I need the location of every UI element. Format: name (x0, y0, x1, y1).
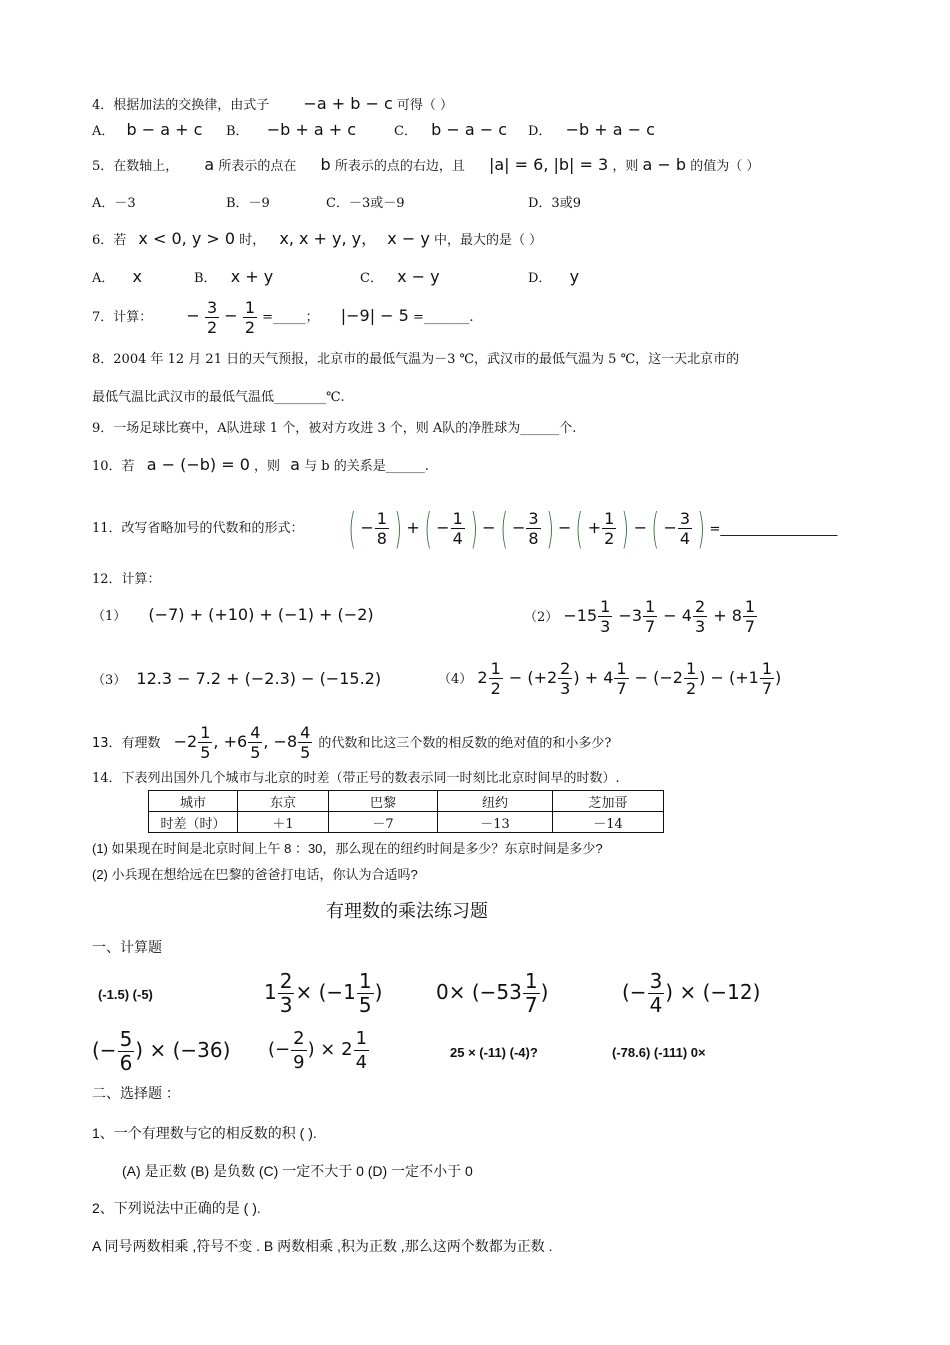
q12-p4-int-e: − (+1 (710, 668, 759, 687)
q11-paren: ) (394, 503, 402, 553)
q11-t3-den: 8 (528, 529, 539, 548)
q5-option-b: B．－9 (226, 196, 270, 211)
question-8-line-1: 8．2004 年 12 月 21 日的天气预报，北京市的最低气温为－3 ℃，武汉市的最低气温为 5 ℃，这一天北京市的 (92, 352, 740, 367)
c3-prefix: 0× (−53 (436, 980, 522, 1004)
q10-var-a: a (290, 455, 300, 474)
q11-t4-den: 2 (604, 529, 615, 548)
table-cell: ＋1 (238, 812, 329, 833)
q5-option-d: D．3或9 (528, 196, 581, 211)
q12-p4-int-a: 2 (477, 668, 488, 687)
q13-frac-a (198, 723, 212, 762)
question-6-stem (92, 230, 542, 250)
table-header-cell: 纽约 (438, 791, 553, 812)
q12-p2-int-d: + 8 (713, 606, 742, 625)
mc-question-2-options: A 同号两数相乘 ,符号不变 . B 两数相乘 ,积为正数 ,那么这两个数都为正数 . (92, 1238, 553, 1254)
c5-frac (118, 1028, 135, 1075)
q6-option-c-wrap (360, 268, 440, 288)
q5-text-3: 所表示的点的右边，且 (334, 159, 465, 174)
q6-set-2: x − y (387, 229, 430, 248)
q12-p2-int-a: −15 (563, 606, 598, 625)
q5-expression: a − b (642, 155, 687, 174)
q13-b-num: 4 (250, 723, 261, 742)
section-2-heading: 二、选择题 ： (92, 1085, 180, 1101)
c2-int: 1 (264, 980, 277, 1004)
q11-paren: ( (348, 503, 356, 553)
q11-paren: ) (621, 503, 630, 553)
q7-abs-expression: |−9| − 5 (340, 306, 409, 325)
q13-b-den: 5 (250, 743, 261, 762)
q6-option-b-wrap (194, 268, 273, 288)
q5-option-a: A．－3 (92, 196, 136, 211)
c5-open: (− (92, 1038, 117, 1062)
table-header-cell: 东京 (238, 791, 329, 812)
q12-p4-int-b: − (+2 (508, 668, 558, 687)
q14-sub-question-2: (2) 小兵现在想给远在巴黎的爸爸打电话，你认为合适吗? (92, 867, 418, 882)
question-7 (92, 298, 474, 337)
c4-rest: ) × (−12) (665, 980, 761, 1004)
c2-a-num: 2 (279, 969, 293, 993)
c3-close: ) (540, 980, 549, 1004)
mc-question-2-stem: 2、下列说法中正确的是 ( ). (92, 1200, 261, 1216)
q4-option-c-label: C． (394, 124, 417, 139)
q4-option-b-label: B． (226, 124, 249, 139)
q12-p4-e-num: 1 (761, 659, 773, 678)
q11-term1 (375, 509, 389, 548)
q6-set: x, x + y, y， (279, 229, 378, 248)
q7-stem: 7．计算： (92, 310, 153, 325)
q12-p2-c-den: 3 (694, 617, 706, 636)
q6-option-a-label: A． (92, 271, 115, 286)
q11-paren: ) (470, 503, 478, 553)
q11-op3: − (557, 518, 572, 537)
c2-frac-b (357, 970, 374, 1017)
q13-int-a: −2 (173, 732, 198, 751)
c6-b-den: 4 (355, 1051, 368, 1073)
q11-t2-den: 4 (452, 529, 463, 548)
q4-tail: 可得（ ） (396, 98, 454, 113)
q6-option-d-label: D． (528, 271, 552, 286)
q12-p4-frac-d (684, 659, 698, 698)
c6-den: 9 (293, 1051, 305, 1073)
q7-fraction-1 (205, 298, 219, 337)
q12-p4-c-num: 1 (616, 659, 627, 678)
q13-c-den: 5 (300, 743, 311, 762)
c5-num: 5 (119, 1027, 133, 1051)
q12-p2-int-b: −3 (618, 606, 643, 625)
calc-item-8: (-78.6) (-111) 0× (612, 1045, 706, 1060)
table-cell: －14 (553, 812, 664, 833)
calc-item-7: 25 × (-11) (-4)? (450, 1045, 538, 1060)
c4-frac (648, 970, 665, 1017)
q11-term2 (451, 509, 465, 548)
q11-term5 (678, 509, 692, 548)
q12-p4-a-den: 2 (490, 679, 501, 698)
mc-question-1-stem: 1、一个有理数与它的相反数的积 ( ). (92, 1125, 317, 1141)
q5-option-c: C．－3或－9 (326, 196, 405, 211)
c6-frac-b (354, 1027, 369, 1074)
q11-answer-blank: =__________________ (709, 522, 838, 537)
c6-num: 2 (293, 1027, 305, 1049)
c5-rest: ) × (−36) (135, 1038, 231, 1062)
question-9: 9．一场足球比赛中，A队进球 1 个，被对方攻进 3 个，则 A队的净胜球为______个. (92, 421, 577, 436)
q11-op2: − (482, 518, 496, 537)
question-10 (92, 456, 429, 476)
q6-option-b-label: B． (194, 271, 217, 286)
c3-num: 1 (524, 969, 538, 993)
q4-option-c-wrap (394, 121, 507, 141)
q11-term4-sign: + (587, 518, 602, 537)
q12-p4-frac-b (558, 659, 572, 698)
q12-p4-c-den: 7 (616, 679, 627, 698)
q11-term5-sign: − (663, 518, 677, 537)
q12-p2-frac-d (743, 597, 757, 636)
q11-term1-sign: − (360, 518, 374, 537)
q11-t1-den: 8 (376, 529, 387, 548)
q6-option-b: x + y (230, 267, 274, 286)
q12-p4-d-den: 2 (685, 679, 697, 698)
q12-part-1 (92, 606, 374, 626)
q7-minus: − (186, 306, 200, 325)
q12-p3-expression: 12.3 − 7.2 + (−2.3) − (−15.2) (136, 669, 382, 688)
c5-den: 6 (119, 1051, 133, 1075)
q11-term3 (526, 509, 540, 548)
q11-t5-den: 4 (679, 529, 691, 548)
q11-term4 (602, 509, 616, 548)
q11-paren: ( (575, 503, 584, 553)
q10-tail: 与 b 的关系是______. (304, 459, 429, 474)
q7-f1-denominator: 2 (206, 318, 218, 337)
c2-close: ) (374, 980, 383, 1004)
q7-blank-1: =_____； (262, 310, 319, 325)
table-header-row (149, 791, 664, 812)
q12-p4-e-den: 7 (761, 679, 773, 698)
q4-option-b-wrap (226, 121, 356, 141)
q12-p4-paren-e: ) (775, 668, 782, 687)
q11-term2-sign: − (436, 518, 450, 537)
q5-condition: |a| = 6, |b| = 3 (488, 155, 609, 174)
q13-int-c: , −8 (263, 732, 298, 751)
table-cell: －13 (438, 812, 553, 833)
q7-f2-numerator: 1 (244, 298, 256, 317)
q14-sub-question-1: (1) 如果现在时间是北京时间上午 8 ：30，那么现在的纽约时间是多少？东京时间是多少? (92, 841, 603, 856)
q11-op1: + (406, 518, 420, 537)
q13-c-num: 4 (300, 723, 311, 742)
question-5-stem (92, 156, 759, 176)
table-cell: －7 (329, 812, 438, 833)
c2-b-den: 5 (358, 993, 372, 1017)
q11-paren: ) (546, 503, 554, 553)
q12-p2-frac-c (693, 597, 707, 636)
c6-mult: ) × 2 (307, 1039, 353, 1060)
q11-paren: ) (697, 503, 705, 553)
q12-p4-paren-d: ) (699, 668, 706, 687)
q13-frac-c (298, 723, 312, 762)
calc-item-1: (-1.5) (-5) (98, 987, 153, 1002)
q13-a-den: 5 (200, 743, 211, 762)
q5-var-a: a (204, 155, 215, 174)
q12-p2-b-num: 1 (645, 597, 656, 616)
q12-p2-a-den: 3 (600, 617, 611, 636)
q7-f2-denominator: 2 (244, 318, 256, 337)
q5-text-4: ，则 (612, 159, 639, 174)
q13-tail: 的代数和比这三个数的相反数的绝对值的和小多少? (318, 736, 612, 751)
q11-expression (344, 504, 837, 554)
q12-p1-expression: (−7) + (+10) + (−1) + (−2) (148, 605, 374, 624)
c2-a-den: 3 (279, 993, 293, 1017)
question-4-stem (92, 95, 453, 115)
question-14-stem: 14．下表列出国外几个城市与北京的时差（带正号的数表示同一时刻比北京时间早的时数）. (92, 771, 620, 786)
q10-stem: 10．若 (92, 459, 135, 474)
q12-part-2 (524, 596, 758, 638)
section-1-heading: 一、计算题 (92, 939, 162, 955)
c3-frac (523, 970, 540, 1017)
q11-t5-num: 3 (679, 509, 691, 528)
q12-p4-b-den: 3 (560, 679, 571, 698)
c4-den: 4 (649, 993, 663, 1017)
time-difference-table (148, 790, 664, 833)
q4-option-a-label: A． (92, 124, 115, 139)
c4-open: (− (622, 980, 647, 1004)
q5-text-1: 5．在数轴上， (92, 159, 179, 174)
q11-t3-num: 3 (528, 509, 539, 528)
question-11-stem: 11．改写省略加号的代数和的形式： (92, 521, 304, 536)
q13-stem: 13．有理数 (92, 736, 161, 751)
q11-t1-num: 1 (376, 509, 387, 528)
c2-frac-a (278, 970, 295, 1017)
c6-open: (− (268, 1039, 291, 1060)
c2-b-num: 1 (358, 969, 372, 993)
q5-text-2: 所表示的点在 (218, 159, 297, 174)
q11-paren: ( (651, 503, 660, 553)
c4-num: 3 (649, 969, 663, 993)
c6-frac-a (291, 1027, 306, 1074)
calc-item-4 (622, 966, 760, 1018)
q12-part-3 (92, 670, 381, 690)
question-13 (92, 722, 611, 764)
table-header-cell: 城市 (149, 791, 238, 812)
calc-item-6 (268, 1024, 370, 1076)
q13-int-b: , +6 (213, 732, 248, 751)
q12-p4-paren-b: ) (573, 668, 580, 687)
q12-p4-label: （4） (438, 672, 473, 687)
q6-option-a: x (132, 267, 142, 286)
q7-operator: − (224, 306, 238, 325)
q11-paren: ( (500, 503, 508, 553)
q4-options (92, 121, 202, 141)
q12-p4-frac-c (614, 659, 628, 698)
q12-p3-label: （3） (92, 673, 127, 688)
c3-den: 7 (524, 993, 538, 1017)
q12-p2-d-num: 1 (744, 597, 756, 616)
q11-paren: ( (424, 503, 432, 553)
q12-p2-d-den: 7 (744, 617, 756, 636)
q4-option-c: b − a − c (431, 120, 508, 139)
c6-b-num: 1 (355, 1027, 368, 1049)
q4-option-b: −b + a + c (266, 120, 357, 139)
q10-mid: ，则 (254, 459, 281, 474)
q4-option-d-wrap (528, 121, 655, 141)
q13-frac-b (248, 723, 262, 762)
q6-text-2: 时， (239, 233, 266, 248)
q12-p4-frac-a (489, 659, 503, 698)
q12-p2-int-c: − 4 (663, 606, 692, 625)
q12-p2-label: （2） (524, 610, 559, 625)
q7-fraction-2 (243, 298, 257, 337)
question-12-stem: 12．计算： (92, 572, 161, 587)
q10-expression: a − (−b) = 0 (146, 455, 250, 474)
q11-t2-num: 1 (452, 509, 463, 528)
q12-p4-a-num: 1 (490, 659, 501, 678)
table-header-cell: 芝加哥 (553, 791, 664, 812)
question-8-line-2: 最低气温比武汉市的最低气温低________℃. (92, 390, 345, 405)
q5-var-b: b (320, 155, 331, 174)
q12-p2-frac-a (598, 597, 612, 636)
q12-p4-int-d: − (−2 (634, 668, 683, 687)
q6-text-3: 中，最大的是（ ） (433, 233, 543, 248)
q6-option-c-label: C． (360, 271, 383, 286)
c2-mult: × (−1 (295, 980, 356, 1004)
q4-option-d-label: D． (528, 124, 552, 139)
q6-condition: x < 0, y > 0 (138, 229, 236, 248)
q13-a-num: 1 (200, 723, 211, 742)
q5-text-5: 的值为（ ） (690, 159, 760, 174)
q12-p2-a-num: 1 (600, 597, 611, 616)
q6-option-d: y (569, 267, 580, 286)
q12-p1-label: （1） (92, 609, 127, 624)
q6-option-a-wrap (92, 268, 142, 288)
q12-p4-frac-e (760, 659, 774, 698)
section-title: 有理数的乘法练习题 (326, 901, 488, 922)
q7-blank-2: =_______. (412, 310, 474, 325)
q12-part-4 (438, 658, 781, 700)
q7-f1-numerator: 3 (206, 298, 218, 317)
q6-option-d-wrap (528, 268, 579, 288)
q12-p2-frac-b (643, 597, 657, 636)
q12-p2-b-den: 7 (645, 617, 656, 636)
table-header-cell: 巴黎 (329, 791, 438, 812)
calc-item-3 (436, 966, 548, 1018)
q4-expression: −a + b − c (303, 94, 393, 113)
q11-op4: − (633, 518, 648, 537)
q12-p4-b-num: 2 (560, 659, 571, 678)
q4-stem-text: 4．根据加法的交换律，由式子 (92, 98, 270, 113)
q6-text-1: 6．若 (92, 233, 127, 248)
q4-option-d: −b + a − c (565, 120, 655, 139)
calc-item-2 (264, 966, 382, 1018)
table-row (149, 812, 664, 833)
q12-p4-d-num: 1 (685, 659, 697, 678)
q12-p4-int-c: + 4 (584, 668, 614, 687)
q4-option-a: b − a + c (126, 120, 203, 139)
mc-question-1-options: (A) 是正数 (B) 是负数 (C) 一定不大于 0 (D) 一定不小于 0 (122, 1163, 473, 1179)
q11-t4-num: 1 (604, 509, 615, 528)
table-cell: 时差（时） (149, 812, 238, 833)
calc-item-5 (92, 1024, 230, 1076)
q12-p2-c-num: 2 (694, 597, 706, 616)
q6-option-c: x − y (397, 267, 440, 286)
q11-term3-sign: − (511, 518, 526, 537)
